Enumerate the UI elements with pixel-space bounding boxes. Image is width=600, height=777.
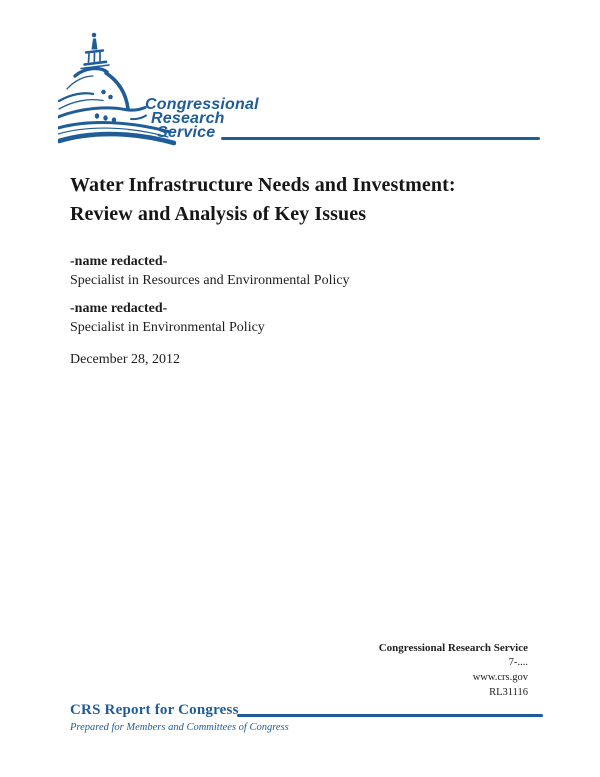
report-title xyxy=(70,171,550,229)
logo-wordmark-line-1: Congressional xyxy=(145,96,259,113)
footer-org-name: Congressional Research Service xyxy=(378,642,528,654)
logo-wordmark-line-3: Service xyxy=(157,124,216,141)
footer-info-block xyxy=(379,640,528,700)
header-rule xyxy=(221,137,540,140)
footer-phone: 7-.... xyxy=(508,657,528,668)
author-name: -name redacted- xyxy=(70,301,168,316)
report-date: December 28, 2012 xyxy=(70,352,181,367)
report-number: RL31116 xyxy=(489,686,528,698)
author-role: Specialist in Resources and Environmental Policy xyxy=(70,273,350,288)
crs-wordmark xyxy=(145,98,259,140)
crs-report-tagline: Prepared for Members and Committees of Congress xyxy=(70,722,289,733)
author-role: Specialist in Environmental Policy xyxy=(70,320,265,335)
footer-rule xyxy=(237,714,543,717)
author-name: -name redacted- xyxy=(70,254,168,269)
report-title-line-1: Water Infrastructure Needs and Investment: xyxy=(70,174,456,196)
logo-wordmark-line-2: Research xyxy=(151,110,225,127)
report-title-line-2: Review and Analysis of Key Issues xyxy=(70,203,367,225)
crs-website-text: www.crs.gov xyxy=(472,671,528,683)
crs-report-banner: CRS Report for Congress xyxy=(70,702,239,718)
